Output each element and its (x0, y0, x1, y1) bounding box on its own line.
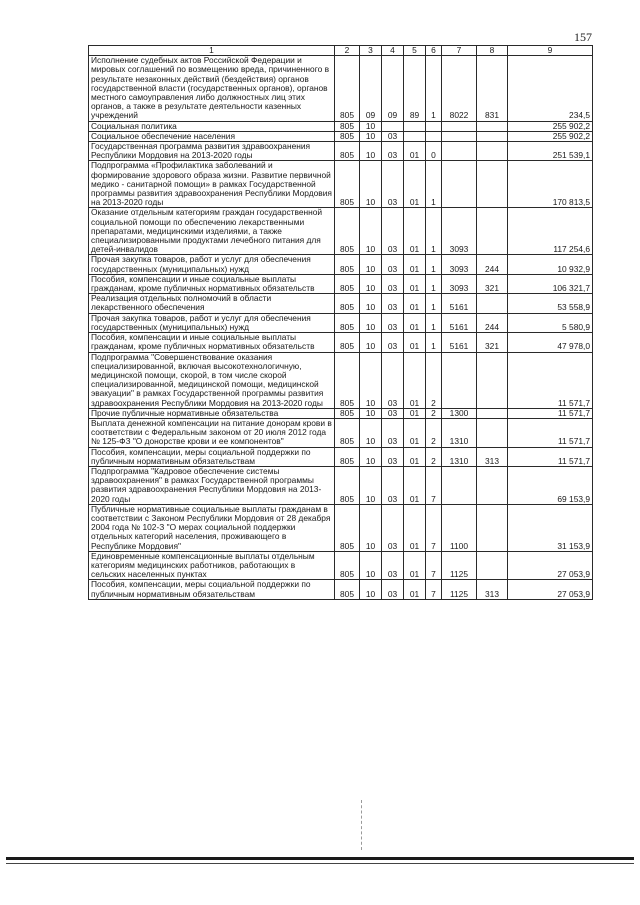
code-cell: 01 (404, 161, 426, 208)
code-cell: 1 (426, 56, 442, 121)
code-cell: 03 (382, 466, 404, 504)
amount-cell: 27 053,9 (508, 551, 593, 580)
code-cell (477, 504, 508, 551)
code-cell: 1 (426, 274, 442, 293)
code-cell: 7 (426, 580, 442, 599)
code-cell: 2 (426, 447, 442, 466)
code-cell: 03 (382, 274, 404, 293)
code-cell: 10 (360, 352, 382, 408)
code-cell: 2 (426, 418, 442, 447)
code-cell: 01 (404, 333, 426, 352)
code-cell (442, 161, 477, 208)
header-cell: 6 (426, 46, 442, 56)
code-cell (477, 408, 508, 418)
row-name-cell: Подпрограмма «Профилактика заболеваний и формирование здорового образа жизни. Развитие первичной медико - санитарной помощи» в рамках Государственной программы развития здравоохранения Республики Мордовия на 2013-2020 годы (89, 161, 335, 208)
code-cell: 10 (360, 504, 382, 551)
scan-artifact-line (361, 800, 362, 850)
code-cell: 805 (335, 418, 360, 447)
code-cell: 03 (382, 551, 404, 580)
row-name-cell: Выплата денежной компенсации на питание донорам крови в соответствии с Федеральным законом от 20 июля 2012 года № 125-ФЗ "О донорстве крови и ее компонентов" (89, 418, 335, 447)
code-cell: 01 (404, 352, 426, 408)
code-cell: 10 (360, 274, 382, 293)
row-name-cell: Пособия, компенсации и иные социальные выплаты гражданам, кроме публичных нормативных обязательств (89, 274, 335, 293)
code-cell: 805 (335, 161, 360, 208)
row-name-cell: Единовременные компенсационные выплаты отдельным категориям медицинских работников, работающих в сельских населенных пунктах (89, 551, 335, 580)
code-cell: 805 (335, 313, 360, 332)
code-cell: 10 (360, 447, 382, 466)
table-row (89, 352, 593, 408)
amount-cell: 27 053,9 (508, 580, 593, 599)
table-row (89, 408, 593, 418)
row-name-cell: Подпрограмма "Совершенствование оказания специализированной, включая высокотехнологичную, медицинской помощи, скорой, в том числе скорой специализированной, медицинской помощи, медицинской эвакуации" в рамках Государственной программы развития здравоохранения Республики Мордовия на 2013-2020 годы (89, 352, 335, 408)
row-name-cell: Пособия, компенсации и иные социальные выплаты гражданам, кроме публичных нормативных обязательств (89, 333, 335, 352)
code-cell: 03 (382, 418, 404, 447)
code-cell: 1 (426, 313, 442, 332)
code-cell: 805 (335, 131, 360, 141)
code-cell: 89 (404, 56, 426, 121)
code-cell: 01 (404, 418, 426, 447)
code-cell (442, 121, 477, 131)
code-cell: 1125 (442, 580, 477, 599)
code-cell: 313 (477, 580, 508, 599)
table-row (89, 580, 593, 599)
code-cell: 805 (335, 466, 360, 504)
code-cell: 01 (404, 255, 426, 274)
code-cell: 10 (360, 161, 382, 208)
code-cell: 10 (360, 255, 382, 274)
budget-table (88, 45, 593, 600)
code-cell: 1 (426, 294, 442, 313)
code-cell: 805 (335, 551, 360, 580)
amount-cell: 255 902,2 (508, 121, 593, 131)
table-row (89, 551, 593, 580)
code-cell: 5161 (442, 333, 477, 352)
code-cell: 805 (335, 504, 360, 551)
table-row (89, 161, 593, 208)
table-row (89, 274, 593, 293)
table-row (89, 208, 593, 255)
code-cell: 01 (404, 313, 426, 332)
header-row (89, 46, 593, 56)
table-row (89, 418, 593, 447)
code-cell: 03 (382, 131, 404, 141)
code-cell: 1125 (442, 551, 477, 580)
code-cell: 1300 (442, 408, 477, 418)
code-cell: 01 (404, 142, 426, 161)
code-cell: 3093 (442, 274, 477, 293)
code-cell: 1 (426, 333, 442, 352)
code-cell: 03 (382, 161, 404, 208)
code-cell: 805 (335, 121, 360, 131)
row-name-cell: Подпрограмма "Кадровое обеспечение системы здравоохранения" в рамках Государственной программы развития здравоохранения Республики Мордовия на 2013-2020 годы (89, 466, 335, 504)
table-row (89, 142, 593, 161)
code-cell: 01 (404, 408, 426, 418)
code-cell: 2 (426, 352, 442, 408)
code-cell: 805 (335, 208, 360, 255)
code-cell: 03 (382, 333, 404, 352)
code-cell: 1 (426, 161, 442, 208)
code-cell (477, 208, 508, 255)
row-name-cell: Прочие публичные нормативные обязательства (89, 408, 335, 418)
code-cell (404, 131, 426, 141)
amount-cell: 69 153,9 (508, 466, 593, 504)
table-row (89, 447, 593, 466)
code-cell: 10 (360, 208, 382, 255)
code-cell (442, 142, 477, 161)
row-name-cell: Оказание отдельным категориям граждан государственной социальной помощи по обеспечению лекарственными препаратами, медицинскими изделиями, а также специализированными продуктами лечебного питания для детей-инвалидов (89, 208, 335, 255)
code-cell: 805 (335, 447, 360, 466)
code-cell (477, 121, 508, 131)
code-cell: 8022 (442, 56, 477, 121)
code-cell: 09 (382, 56, 404, 121)
header-cell: 4 (382, 46, 404, 56)
code-cell (442, 466, 477, 504)
table-row (89, 313, 593, 332)
code-cell: 1310 (442, 418, 477, 447)
code-cell (404, 121, 426, 131)
code-cell: 244 (477, 313, 508, 332)
code-cell: 03 (382, 142, 404, 161)
amount-cell: 5 580,9 (508, 313, 593, 332)
bottom-rule (6, 857, 634, 860)
row-name-cell: Публичные нормативные социальные выплаты гражданам в соответствии с Законом Республики Мордовия от 28 декабря 2004 года № 102-З "О мерах социальной поддержки отдельных категорий населения, проживающего в Республике Мордовия" (89, 504, 335, 551)
code-cell: 03 (382, 294, 404, 313)
code-cell: 321 (477, 274, 508, 293)
code-cell (477, 142, 508, 161)
code-cell: 7 (426, 551, 442, 580)
code-cell: 805 (335, 294, 360, 313)
row-name-cell: Пособия, компенсации, меры социальной поддержки по публичным нормативным обязательствам (89, 580, 335, 599)
table-row (89, 121, 593, 131)
code-cell: 10 (360, 131, 382, 141)
table-row (89, 333, 593, 352)
amount-cell: 11 571,7 (508, 418, 593, 447)
header-cell: 2 (335, 46, 360, 56)
code-cell (477, 352, 508, 408)
code-cell: 01 (404, 274, 426, 293)
code-cell (477, 131, 508, 141)
code-cell: 831 (477, 56, 508, 121)
row-name-cell: Государственная программа развития здравоохранения Республики Мордовия на 2013-2020 годы (89, 142, 335, 161)
code-cell: 03 (382, 255, 404, 274)
code-cell: 10 (360, 294, 382, 313)
code-cell: 313 (477, 447, 508, 466)
code-cell: 03 (382, 352, 404, 408)
code-cell: 01 (404, 208, 426, 255)
row-name-cell: Социальное обеспечение населения (89, 131, 335, 141)
code-cell: 09 (360, 56, 382, 121)
bottom-rule-thin (6, 863, 634, 864)
code-cell (442, 352, 477, 408)
table-row (89, 294, 593, 313)
code-cell (426, 121, 442, 131)
row-name-cell: Прочая закупка товаров, работ и услуг для обеспечения государственных (муниципальных) нужд (89, 313, 335, 332)
code-cell: 10 (360, 580, 382, 599)
code-cell: 10 (360, 466, 382, 504)
code-cell: 03 (382, 408, 404, 418)
code-cell: 10 (360, 408, 382, 418)
code-cell: 1310 (442, 447, 477, 466)
table-row (89, 255, 593, 274)
code-cell: 805 (335, 56, 360, 121)
amount-cell: 117 254,6 (508, 208, 593, 255)
amount-cell: 11 571,7 (508, 408, 593, 418)
row-name-cell: Социальная политика (89, 121, 335, 131)
code-cell: 3093 (442, 208, 477, 255)
code-cell: 805 (335, 274, 360, 293)
code-cell: 805 (335, 580, 360, 599)
table-row (89, 56, 593, 121)
amount-cell: 47 978,0 (508, 333, 593, 352)
code-cell: 1100 (442, 504, 477, 551)
header-cell: 8 (477, 46, 508, 56)
code-cell (442, 131, 477, 141)
amount-cell: 106 321,7 (508, 274, 593, 293)
code-cell: 1 (426, 208, 442, 255)
code-cell: 10 (360, 313, 382, 332)
code-cell: 2 (426, 408, 442, 418)
code-cell: 3093 (442, 255, 477, 274)
code-cell: 03 (382, 313, 404, 332)
amount-cell: 10 932,9 (508, 255, 593, 274)
code-cell: 805 (335, 333, 360, 352)
code-cell: 10 (360, 551, 382, 580)
table-row (89, 466, 593, 504)
row-name-cell: Прочая закупка товаров, работ и услуг для обеспечения государственных (муниципальных) нужд (89, 255, 335, 274)
code-cell: 805 (335, 408, 360, 418)
amount-cell: 31 153,9 (508, 504, 593, 551)
table-row (89, 504, 593, 551)
code-cell: 244 (477, 255, 508, 274)
code-cell: 10 (360, 121, 382, 131)
amount-cell: 11 571,7 (508, 352, 593, 408)
code-cell: 03 (382, 504, 404, 551)
header-cell: 3 (360, 46, 382, 56)
code-cell (477, 294, 508, 313)
code-cell: 01 (404, 551, 426, 580)
code-cell: 03 (382, 208, 404, 255)
amount-cell: 234,5 (508, 56, 593, 121)
table-row (89, 131, 593, 141)
code-cell: 10 (360, 142, 382, 161)
code-cell: 805 (335, 352, 360, 408)
code-cell: 01 (404, 580, 426, 599)
code-cell: 01 (404, 447, 426, 466)
code-cell (477, 418, 508, 447)
row-name-cell: Реализация отдельных полномочий в области лекарственного обеспечения (89, 294, 335, 313)
header-cell: 5 (404, 46, 426, 56)
code-cell: 5161 (442, 294, 477, 313)
code-cell: 805 (335, 255, 360, 274)
code-cell (477, 551, 508, 580)
code-cell: 321 (477, 333, 508, 352)
code-cell: 01 (404, 294, 426, 313)
code-cell (426, 131, 442, 141)
code-cell (477, 466, 508, 504)
code-cell: 01 (404, 504, 426, 551)
code-cell: 7 (426, 466, 442, 504)
code-cell: 0 (426, 142, 442, 161)
header-cell: 7 (442, 46, 477, 56)
row-name-cell: Пособия, компенсации, меры социальной поддержки по публичным нормативным обязательствам (89, 447, 335, 466)
header-cell: 1 (89, 46, 335, 56)
code-cell: 7 (426, 504, 442, 551)
page-number: 157 (574, 30, 592, 44)
amount-cell: 255 902,2 (508, 131, 593, 141)
row-name-cell: Исполнение судебных актов Российской Федерации и мировых соглашений по возмещению вреда, причиненного в результате незаконных действий (бездействия) органов государственной власти (государственных органов), органов местного самоуправления либо должностных лиц этих органов, а также в результате деятельности казенных учреждений (89, 56, 335, 121)
code-cell: 03 (382, 447, 404, 466)
code-cell: 10 (360, 418, 382, 447)
code-cell (477, 161, 508, 208)
amount-cell: 53 558,9 (508, 294, 593, 313)
code-cell (382, 121, 404, 131)
code-cell: 1 (426, 255, 442, 274)
code-cell: 805 (335, 142, 360, 161)
amount-cell: 251 539,1 (508, 142, 593, 161)
code-cell: 5161 (442, 313, 477, 332)
amount-cell: 170 813,5 (508, 161, 593, 208)
header-cell: 9 (508, 46, 593, 56)
code-cell: 01 (404, 466, 426, 504)
code-cell: 03 (382, 580, 404, 599)
code-cell: 10 (360, 333, 382, 352)
amount-cell: 11 571,7 (508, 447, 593, 466)
